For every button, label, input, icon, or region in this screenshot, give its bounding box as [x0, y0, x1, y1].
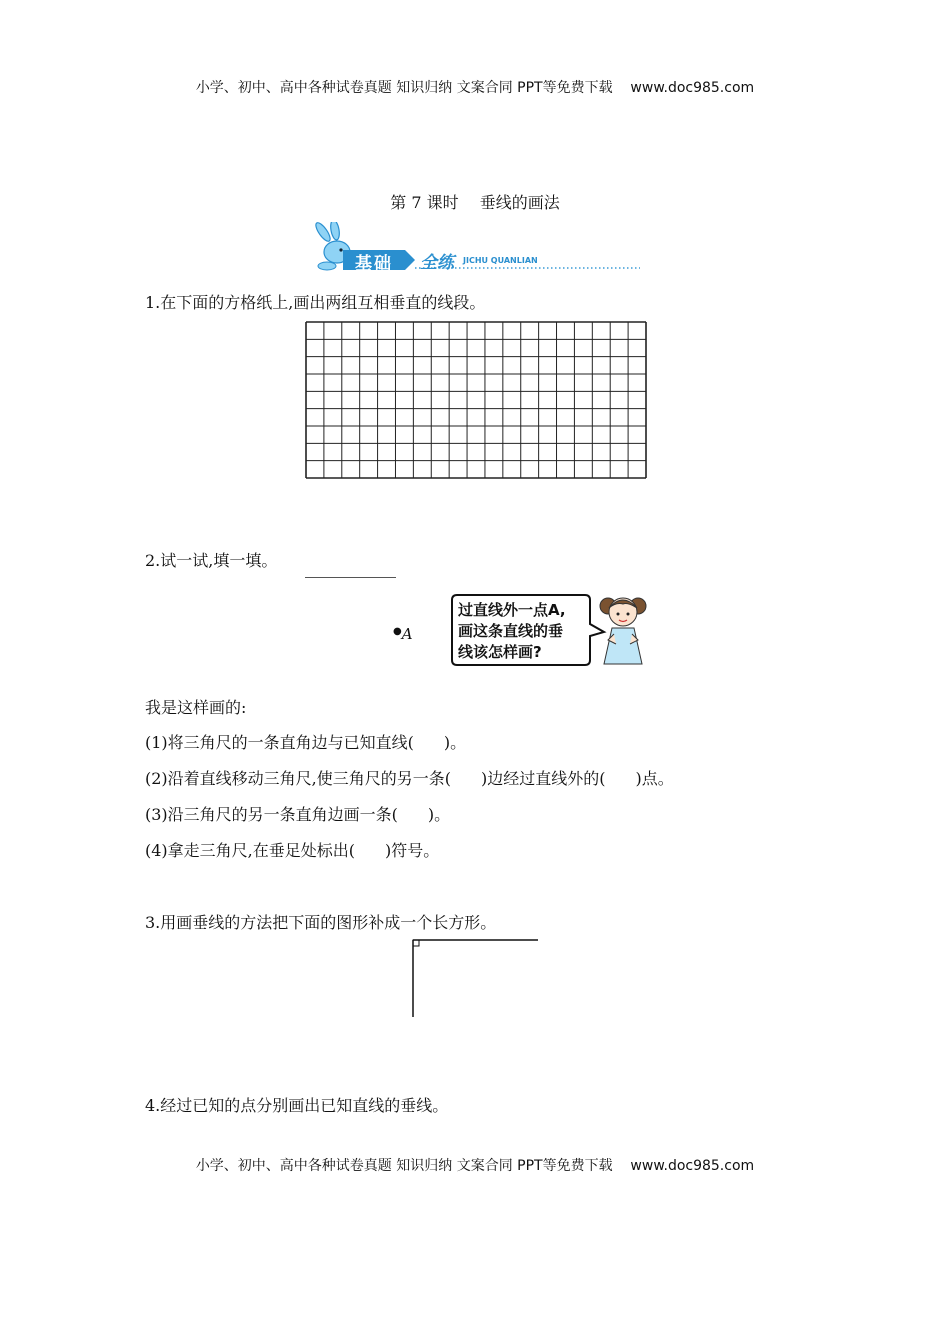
step-2-text-c: )点。 — [635, 769, 674, 788]
right-angle-mark-icon — [413, 940, 419, 946]
q2-step-3 — [145, 802, 450, 825]
page-footer — [0, 1155, 950, 1175]
square-grid[interactable] — [304, 320, 648, 480]
given-line — [305, 577, 396, 578]
banner-cn1: 基础 — [355, 254, 393, 274]
point-dot-icon: ● — [393, 626, 402, 637]
girl-icon — [600, 598, 646, 664]
question-4: 4.经过已知的点分别画出已知直线的垂线。 — [145, 1096, 449, 1115]
point-a-label: A — [401, 625, 413, 643]
lesson-title: 第 7 课时 垂线的画法 — [390, 193, 560, 212]
step-3-text-b: )。 — [427, 805, 451, 824]
q2-step-4 — [145, 838, 439, 861]
q2-intro: 我是这样画的: — [145, 698, 247, 717]
header-site: www.doc985.com — [630, 80, 755, 96]
q2-step-2 — [145, 766, 674, 789]
bubble-line-1: 过直线外一点A, — [458, 601, 566, 619]
question-3: 3.用画垂线的方法把下面的图形补成一个长方形。 — [145, 913, 497, 932]
step-1-text-a: (1)将三角尺的一条直角边与已知直线( — [145, 733, 414, 752]
question-2: 2.试一试,填一填。 — [145, 551, 278, 570]
question-1: 1.在下面的方格纸上,画出两组互相垂直的线段。 — [145, 293, 486, 312]
section-banner — [305, 222, 645, 274]
header-text: 小学、初中、高中各种试卷真题 知识归纳 文案合同 PPT等免费下载 — [195, 80, 613, 96]
q2-step-1 — [145, 730, 466, 753]
page-header — [0, 77, 950, 97]
bubble-line-3: 线该怎样画? — [458, 643, 542, 661]
banner-cn2: 全练 — [420, 253, 454, 273]
point-a — [393, 625, 413, 643]
step-1-text-b: )。 — [443, 733, 467, 752]
step-3-text-a: (3)沿三角尺的另一条直角边画一条( — [145, 805, 398, 824]
bubble-line-2: 画这条直线的垂 — [458, 622, 564, 640]
footer-site: www.doc985.com — [630, 1158, 755, 1174]
footer-text: 小学、初中、高中各种试卷真题 知识归纳 文案合同 PPT等免费下载 — [195, 1158, 613, 1174]
bubble-text — [458, 600, 586, 663]
girl-illustration — [594, 590, 652, 668]
step-2-text-b: )边经过直线外的( — [481, 769, 606, 788]
step-4-text-b: )符号。 — [385, 841, 440, 860]
banner-pinyin: JICHU QUANLIAN — [463, 256, 538, 265]
step-2-text-a: (2)沿着直线移动三角尺,使三角尺的另一条( — [145, 769, 451, 788]
step-4-text-a: (4)拿走三角尺,在垂足处标出( — [145, 841, 355, 860]
right-angle-figure[interactable] — [405, 935, 545, 1020]
